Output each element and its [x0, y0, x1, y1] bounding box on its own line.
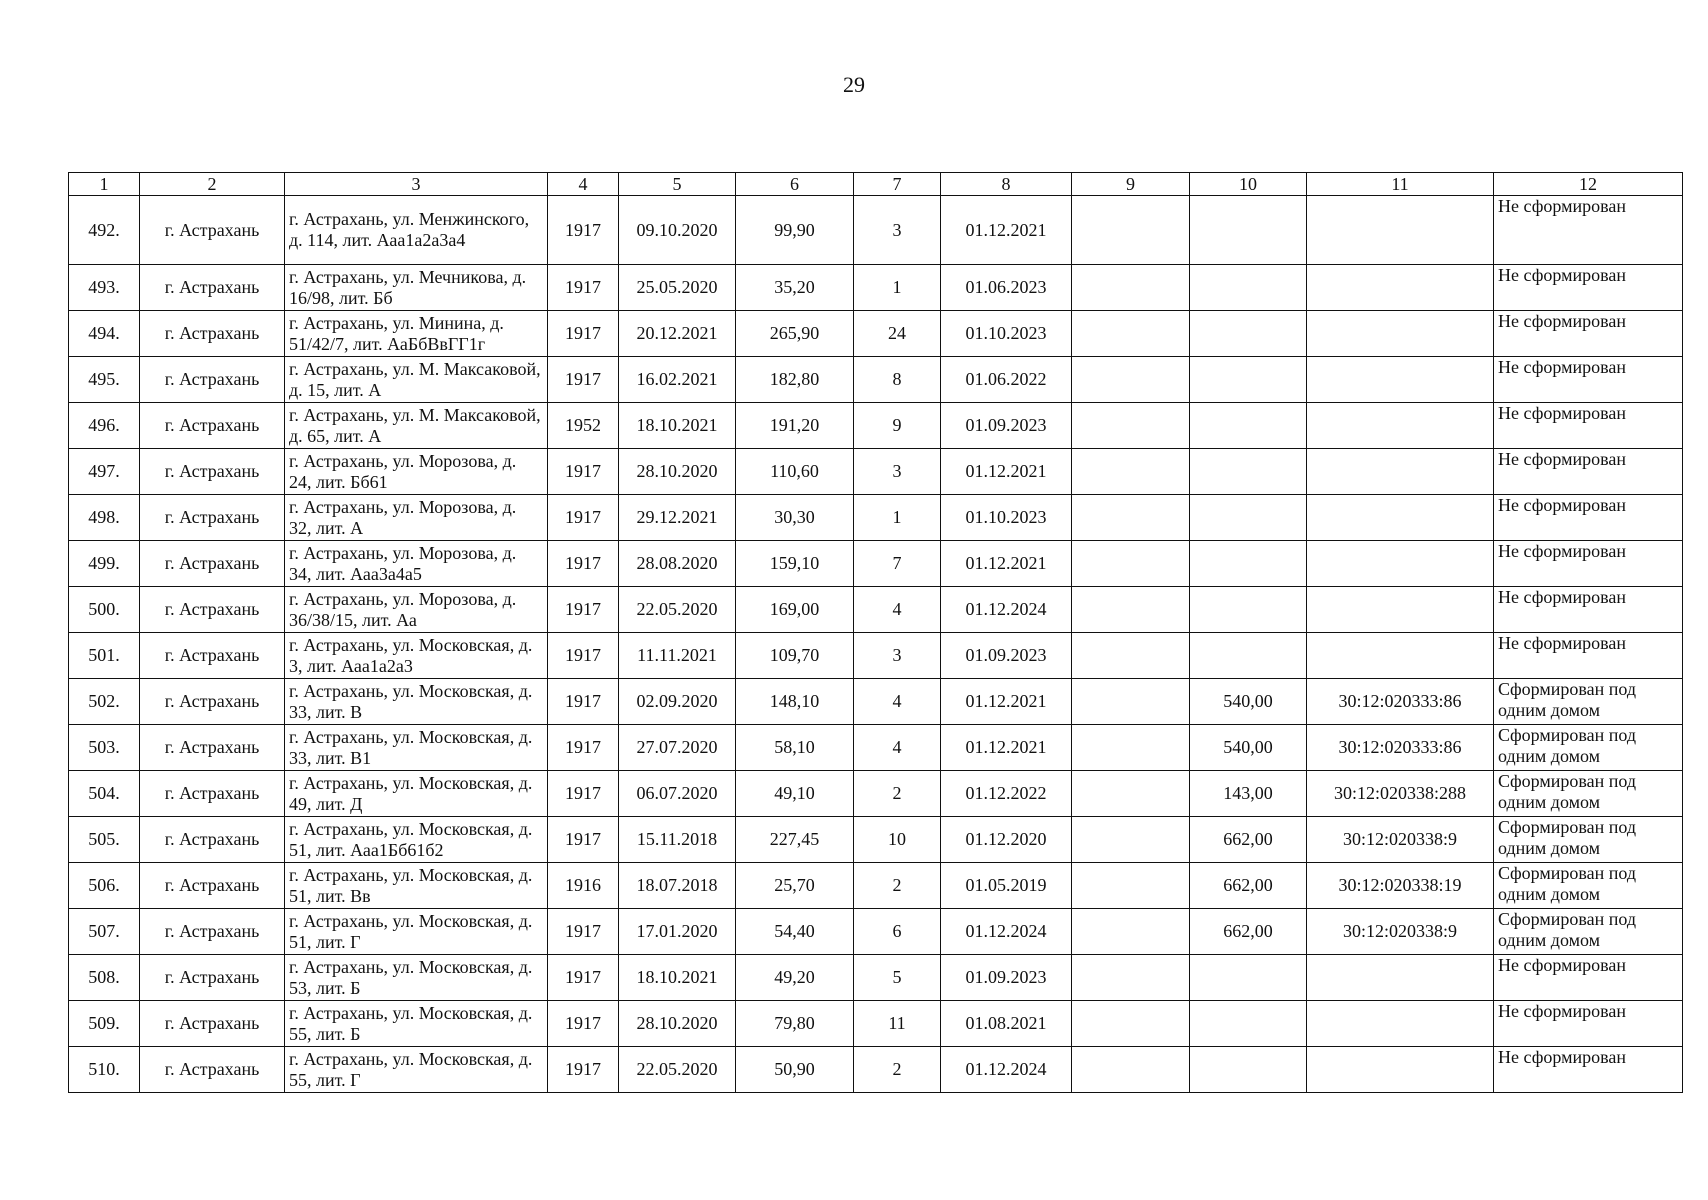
residents-count-cell: 2	[854, 1047, 941, 1093]
land-status-cell: Не сформирован	[1494, 587, 1683, 633]
area-cell: 159,10	[736, 541, 854, 587]
address-cell: г. Астрахань, ул. Минина, д. 51/42/7, лит. АаБбВвГГ1г	[285, 311, 548, 357]
residents-count-cell: 8	[854, 357, 941, 403]
cadastral-number-cell	[1307, 1047, 1494, 1093]
deadline-date-cell: 01.12.2020	[941, 817, 1072, 863]
land-status-cell: Не сформирован	[1494, 196, 1683, 265]
year-built-cell: 1917	[548, 725, 619, 771]
inspection-date-cell: 09.10.2020	[619, 196, 736, 265]
address-cell: г. Астрахань, ул. М. Максаковой, д. 15, лит. А	[285, 357, 548, 403]
year-built-cell: 1917	[548, 1047, 619, 1093]
address-cell: г. Астрахань, ул. Морозова, д. 36/38/15, лит. Аа	[285, 587, 548, 633]
table-row	[69, 679, 1683, 725]
land-status-cell: Не сформирован	[1494, 311, 1683, 357]
inspection-date-cell: 27.07.2020	[619, 725, 736, 771]
deadline-date-cell: 01.09.2023	[941, 633, 1072, 679]
residents-count-cell: 3	[854, 196, 941, 265]
land-area-cell: 662,00	[1190, 909, 1307, 955]
area-cell: 50,90	[736, 1047, 854, 1093]
column-9-cell	[1072, 955, 1190, 1001]
column-number-6: 6	[736, 173, 854, 196]
residents-count-cell: 4	[854, 725, 941, 771]
row-number-cell: 498.	[69, 495, 140, 541]
row-number-cell: 506.	[69, 863, 140, 909]
deadline-date-cell: 01.10.2023	[941, 495, 1072, 541]
table-row	[69, 541, 1683, 587]
land-area-cell	[1190, 449, 1307, 495]
land-area-cell: 143,00	[1190, 771, 1307, 817]
deadline-date-cell: 01.12.2022	[941, 771, 1072, 817]
city-cell: г. Астрахань	[140, 679, 285, 725]
land-status-cell: Не сформирован	[1494, 1001, 1683, 1047]
deadline-date-cell: 01.12.2024	[941, 1047, 1072, 1093]
row-number-cell: 500.	[69, 587, 140, 633]
inspection-date-cell: 18.07.2018	[619, 863, 736, 909]
inspection-date-cell: 28.10.2020	[619, 1001, 736, 1047]
land-status-cell: Не сформирован	[1494, 955, 1683, 1001]
cadastral-number-cell	[1307, 633, 1494, 679]
residents-count-cell: 4	[854, 679, 941, 725]
city-cell: г. Астрахань	[140, 357, 285, 403]
inspection-date-cell: 18.10.2021	[619, 955, 736, 1001]
deadline-date-cell: 01.12.2024	[941, 587, 1072, 633]
year-built-cell: 1916	[548, 863, 619, 909]
deadline-date-cell: 01.12.2021	[941, 679, 1072, 725]
column-9-cell	[1072, 771, 1190, 817]
area-cell: 169,00	[736, 587, 854, 633]
column-9-cell	[1072, 541, 1190, 587]
table-row	[69, 265, 1683, 311]
year-built-cell: 1952	[548, 403, 619, 449]
land-area-cell	[1190, 1047, 1307, 1093]
deadline-date-cell: 01.12.2021	[941, 196, 1072, 265]
land-area-cell	[1190, 1001, 1307, 1047]
row-number-cell: 508.	[69, 955, 140, 1001]
land-area-cell	[1190, 541, 1307, 587]
land-status-cell: Сформирован под одним домом	[1494, 771, 1683, 817]
table-row	[69, 725, 1683, 771]
address-cell: г. Астрахань, ул. Московская, д. 33, лит. В1	[285, 725, 548, 771]
address-cell: г. Астрахань, ул. Московская, д. 51, лит. Г	[285, 909, 548, 955]
land-status-cell: Сформирован под одним домом	[1494, 909, 1683, 955]
row-number-cell: 509.	[69, 1001, 140, 1047]
residents-count-cell: 4	[854, 587, 941, 633]
row-number-cell: 497.	[69, 449, 140, 495]
land-area-cell	[1190, 955, 1307, 1001]
table-row	[69, 1047, 1683, 1093]
year-built-cell: 1917	[548, 311, 619, 357]
column-number-11: 11	[1307, 173, 1494, 196]
cadastral-number-cell	[1307, 449, 1494, 495]
cadastral-number-cell	[1307, 1001, 1494, 1047]
city-cell: г. Астрахань	[140, 633, 285, 679]
column-9-cell	[1072, 725, 1190, 771]
deadline-date-cell: 01.06.2022	[941, 357, 1072, 403]
year-built-cell: 1917	[548, 909, 619, 955]
cadastral-number-cell: 30:12:020338:288	[1307, 771, 1494, 817]
row-number-cell: 495.	[69, 357, 140, 403]
column-9-cell	[1072, 495, 1190, 541]
area-cell: 54,40	[736, 909, 854, 955]
area-cell: 182,80	[736, 357, 854, 403]
land-status-cell: Не сформирован	[1494, 449, 1683, 495]
residents-count-cell: 5	[854, 955, 941, 1001]
cadastral-number-cell	[1307, 403, 1494, 449]
column-9-cell	[1072, 1001, 1190, 1047]
column-9-cell	[1072, 817, 1190, 863]
year-built-cell: 1917	[548, 955, 619, 1001]
inspection-date-cell: 15.11.2018	[619, 817, 736, 863]
city-cell: г. Астрахань	[140, 403, 285, 449]
table-row	[69, 449, 1683, 495]
year-built-cell: 1917	[548, 633, 619, 679]
deadline-date-cell: 01.12.2021	[941, 725, 1072, 771]
land-status-cell: Не сформирован	[1494, 633, 1683, 679]
area-cell: 25,70	[736, 863, 854, 909]
inspection-date-cell: 17.01.2020	[619, 909, 736, 955]
residents-count-cell: 2	[854, 863, 941, 909]
column-9-cell	[1072, 587, 1190, 633]
column-9-cell	[1072, 403, 1190, 449]
land-status-cell: Не сформирован	[1494, 403, 1683, 449]
address-cell: г. Астрахань, ул. Московская, д. 55, лит. Б	[285, 1001, 548, 1047]
table-row	[69, 817, 1683, 863]
address-cell: г. Астрахань, ул. Московская, д. 55, лит. Г	[285, 1047, 548, 1093]
residents-count-cell: 6	[854, 909, 941, 955]
table-row	[69, 403, 1683, 449]
column-9-cell	[1072, 357, 1190, 403]
city-cell: г. Астрахань	[140, 196, 285, 265]
deadline-date-cell: 01.06.2023	[941, 265, 1072, 311]
area-cell: 191,20	[736, 403, 854, 449]
land-area-cell: 662,00	[1190, 817, 1307, 863]
area-cell: 110,60	[736, 449, 854, 495]
land-area-cell	[1190, 495, 1307, 541]
row-number-cell: 510.	[69, 1047, 140, 1093]
residents-count-cell: 3	[854, 449, 941, 495]
address-cell: г. Астрахань, ул. Московская, д. 49, лит. Д	[285, 771, 548, 817]
address-cell: г. Астрахань, ул. Московская, д. 3, лит. Ааа1а2а3	[285, 633, 548, 679]
deadline-date-cell: 01.09.2023	[941, 955, 1072, 1001]
inspection-date-cell: 28.08.2020	[619, 541, 736, 587]
city-cell: г. Астрахань	[140, 495, 285, 541]
year-built-cell: 1917	[548, 771, 619, 817]
area-cell: 49,10	[736, 771, 854, 817]
column-9-cell	[1072, 196, 1190, 265]
land-area-cell	[1190, 403, 1307, 449]
deadline-date-cell: 01.05.2019	[941, 863, 1072, 909]
residents-count-cell: 1	[854, 495, 941, 541]
residents-count-cell: 9	[854, 403, 941, 449]
column-9-cell	[1072, 863, 1190, 909]
year-built-cell: 1917	[548, 587, 619, 633]
column-9-cell	[1072, 679, 1190, 725]
area-cell: 58,10	[736, 725, 854, 771]
inspection-date-cell: 22.05.2020	[619, 1047, 736, 1093]
year-built-cell: 1917	[548, 449, 619, 495]
table-row	[69, 633, 1683, 679]
year-built-cell: 1917	[548, 679, 619, 725]
cadastral-number-cell	[1307, 265, 1494, 311]
cadastral-number-cell	[1307, 196, 1494, 265]
column-number-row	[69, 173, 1683, 196]
table-row	[69, 495, 1683, 541]
residents-count-cell: 1	[854, 265, 941, 311]
column-9-cell	[1072, 449, 1190, 495]
address-cell: г. Астрахань, ул. Московская, д. 53, лит. Б	[285, 955, 548, 1001]
area-cell: 148,10	[736, 679, 854, 725]
area-cell: 35,20	[736, 265, 854, 311]
land-status-cell: Не сформирован	[1494, 495, 1683, 541]
land-status-cell: Сформирован под одним домом	[1494, 725, 1683, 771]
residents-count-cell: 3	[854, 633, 941, 679]
cadastral-number-cell	[1307, 495, 1494, 541]
area-cell: 227,45	[736, 817, 854, 863]
address-cell: г. Астрахань, ул. Морозова, д. 34, лит. Ааа3а4а5	[285, 541, 548, 587]
page-number: 29	[843, 72, 865, 97]
row-number-cell: 496.	[69, 403, 140, 449]
city-cell: г. Астрахань	[140, 587, 285, 633]
city-cell: г. Астрахань	[140, 1001, 285, 1047]
column-9-cell	[1072, 633, 1190, 679]
land-area-cell	[1190, 633, 1307, 679]
table-row	[69, 357, 1683, 403]
city-cell: г. Астрахань	[140, 449, 285, 495]
cadastral-number-cell	[1307, 955, 1494, 1001]
column-number-9: 9	[1072, 173, 1190, 196]
land-status-cell: Не сформирован	[1494, 265, 1683, 311]
address-cell: г. Астрахань, ул. Морозова, д. 32, лит. А	[285, 495, 548, 541]
land-area-cell	[1190, 587, 1307, 633]
city-cell: г. Астрахань	[140, 909, 285, 955]
address-cell: г. Астрахань, ул. Морозова, д. 24, лит. Бб61	[285, 449, 548, 495]
housing-registry-table	[68, 172, 1683, 1093]
land-status-cell: Не сформирован	[1494, 541, 1683, 587]
year-built-cell: 1917	[548, 357, 619, 403]
area-cell: 49,20	[736, 955, 854, 1001]
deadline-date-cell: 01.08.2021	[941, 1001, 1072, 1047]
table-row	[69, 863, 1683, 909]
area-cell: 99,90	[736, 196, 854, 265]
city-cell: г. Астрахань	[140, 817, 285, 863]
table-body	[69, 196, 1683, 1093]
land-area-cell: 540,00	[1190, 679, 1307, 725]
residents-count-cell: 7	[854, 541, 941, 587]
residents-count-cell: 11	[854, 1001, 941, 1047]
cadastral-number-cell	[1307, 541, 1494, 587]
city-cell: г. Астрахань	[140, 955, 285, 1001]
deadline-date-cell: 01.10.2023	[941, 311, 1072, 357]
year-built-cell: 1917	[548, 196, 619, 265]
row-number-cell: 494.	[69, 311, 140, 357]
address-cell: г. Астрахань, ул. Менжинского, д. 114, лит. Ааа1а2а3а4	[285, 196, 548, 265]
column-number-4: 4	[548, 173, 619, 196]
column-9-cell	[1072, 265, 1190, 311]
cadastral-number-cell: 30:12:020338:9	[1307, 909, 1494, 955]
inspection-date-cell: 20.12.2021	[619, 311, 736, 357]
column-number-1: 1	[69, 173, 140, 196]
row-number-cell: 504.	[69, 771, 140, 817]
address-cell: г. Астрахань, ул. Московская, д. 51, лит. Ааа1Бб61б2	[285, 817, 548, 863]
cadastral-number-cell	[1307, 357, 1494, 403]
residents-count-cell: 10	[854, 817, 941, 863]
year-built-cell: 1917	[548, 817, 619, 863]
table-row	[69, 1001, 1683, 1047]
residents-count-cell: 24	[854, 311, 941, 357]
row-number-cell: 502.	[69, 679, 140, 725]
land-area-cell: 662,00	[1190, 863, 1307, 909]
land-status-cell: Не сформирован	[1494, 1047, 1683, 1093]
inspection-date-cell: 29.12.2021	[619, 495, 736, 541]
inspection-date-cell: 25.05.2020	[619, 265, 736, 311]
table-row	[69, 587, 1683, 633]
row-number-cell: 505.	[69, 817, 140, 863]
row-number-cell: 493.	[69, 265, 140, 311]
inspection-date-cell: 22.05.2020	[619, 587, 736, 633]
area-cell: 109,70	[736, 633, 854, 679]
table-row	[69, 955, 1683, 1001]
inspection-date-cell: 18.10.2021	[619, 403, 736, 449]
land-status-cell: Сформирован под одним домом	[1494, 679, 1683, 725]
city-cell: г. Астрахань	[140, 1047, 285, 1093]
cadastral-number-cell: 30:12:020333:86	[1307, 679, 1494, 725]
column-9-cell	[1072, 909, 1190, 955]
land-area-cell	[1190, 196, 1307, 265]
inspection-date-cell: 28.10.2020	[619, 449, 736, 495]
column-number-12: 12	[1494, 173, 1683, 196]
table-row	[69, 196, 1683, 265]
deadline-date-cell: 01.12.2024	[941, 909, 1072, 955]
year-built-cell: 1917	[548, 265, 619, 311]
area-cell: 30,30	[736, 495, 854, 541]
row-number-cell: 499.	[69, 541, 140, 587]
column-9-cell	[1072, 311, 1190, 357]
row-number-cell: 501.	[69, 633, 140, 679]
address-cell: г. Астрахань, ул. Московская, д. 51, лит. Вв	[285, 863, 548, 909]
city-cell: г. Астрахань	[140, 863, 285, 909]
city-cell: г. Астрахань	[140, 725, 285, 771]
row-number-cell: 507.	[69, 909, 140, 955]
table-row	[69, 311, 1683, 357]
table-row	[69, 771, 1683, 817]
address-cell: г. Астрахань, ул. М. Максаковой, д. 65, лит. А	[285, 403, 548, 449]
inspection-date-cell: 16.02.2021	[619, 357, 736, 403]
deadline-date-cell: 01.12.2021	[941, 541, 1072, 587]
inspection-date-cell: 02.09.2020	[619, 679, 736, 725]
cadastral-number-cell: 30:12:020333:86	[1307, 725, 1494, 771]
inspection-date-cell: 06.07.2020	[619, 771, 736, 817]
cadastral-number-cell	[1307, 587, 1494, 633]
deadline-date-cell: 01.12.2021	[941, 449, 1072, 495]
year-built-cell: 1917	[548, 1001, 619, 1047]
cadastral-number-cell: 30:12:020338:19	[1307, 863, 1494, 909]
city-cell: г. Астрахань	[140, 771, 285, 817]
deadline-date-cell: 01.09.2023	[941, 403, 1072, 449]
column-9-cell	[1072, 1047, 1190, 1093]
area-cell: 79,80	[736, 1001, 854, 1047]
city-cell: г. Астрахань	[140, 265, 285, 311]
land-area-cell	[1190, 357, 1307, 403]
city-cell: г. Астрахань	[140, 541, 285, 587]
area-cell: 265,90	[736, 311, 854, 357]
residents-count-cell: 2	[854, 771, 941, 817]
cadastral-number-cell	[1307, 311, 1494, 357]
column-number-5: 5	[619, 173, 736, 196]
column-number-2: 2	[140, 173, 285, 196]
column-number-10: 10	[1190, 173, 1307, 196]
land-area-cell: 540,00	[1190, 725, 1307, 771]
address-cell: г. Астрахань, ул. Московская, д. 33, лит. В	[285, 679, 548, 725]
table-row	[69, 909, 1683, 955]
city-cell: г. Астрахань	[140, 311, 285, 357]
address-cell: г. Астрахань, ул. Мечникова, д. 16/98, лит. Бб	[285, 265, 548, 311]
cadastral-number-cell: 30:12:020338:9	[1307, 817, 1494, 863]
row-number-cell: 492.	[69, 196, 140, 265]
row-number-cell: 503.	[69, 725, 140, 771]
column-number-7: 7	[854, 173, 941, 196]
land-area-cell	[1190, 265, 1307, 311]
column-number-3: 3	[285, 173, 548, 196]
year-built-cell: 1917	[548, 495, 619, 541]
land-status-cell: Не сформирован	[1494, 357, 1683, 403]
inspection-date-cell: 11.11.2021	[619, 633, 736, 679]
land-status-cell: Сформирован под одним домом	[1494, 817, 1683, 863]
land-status-cell: Сформирован под одним домом	[1494, 863, 1683, 909]
column-number-8: 8	[941, 173, 1072, 196]
land-area-cell	[1190, 311, 1307, 357]
year-built-cell: 1917	[548, 541, 619, 587]
